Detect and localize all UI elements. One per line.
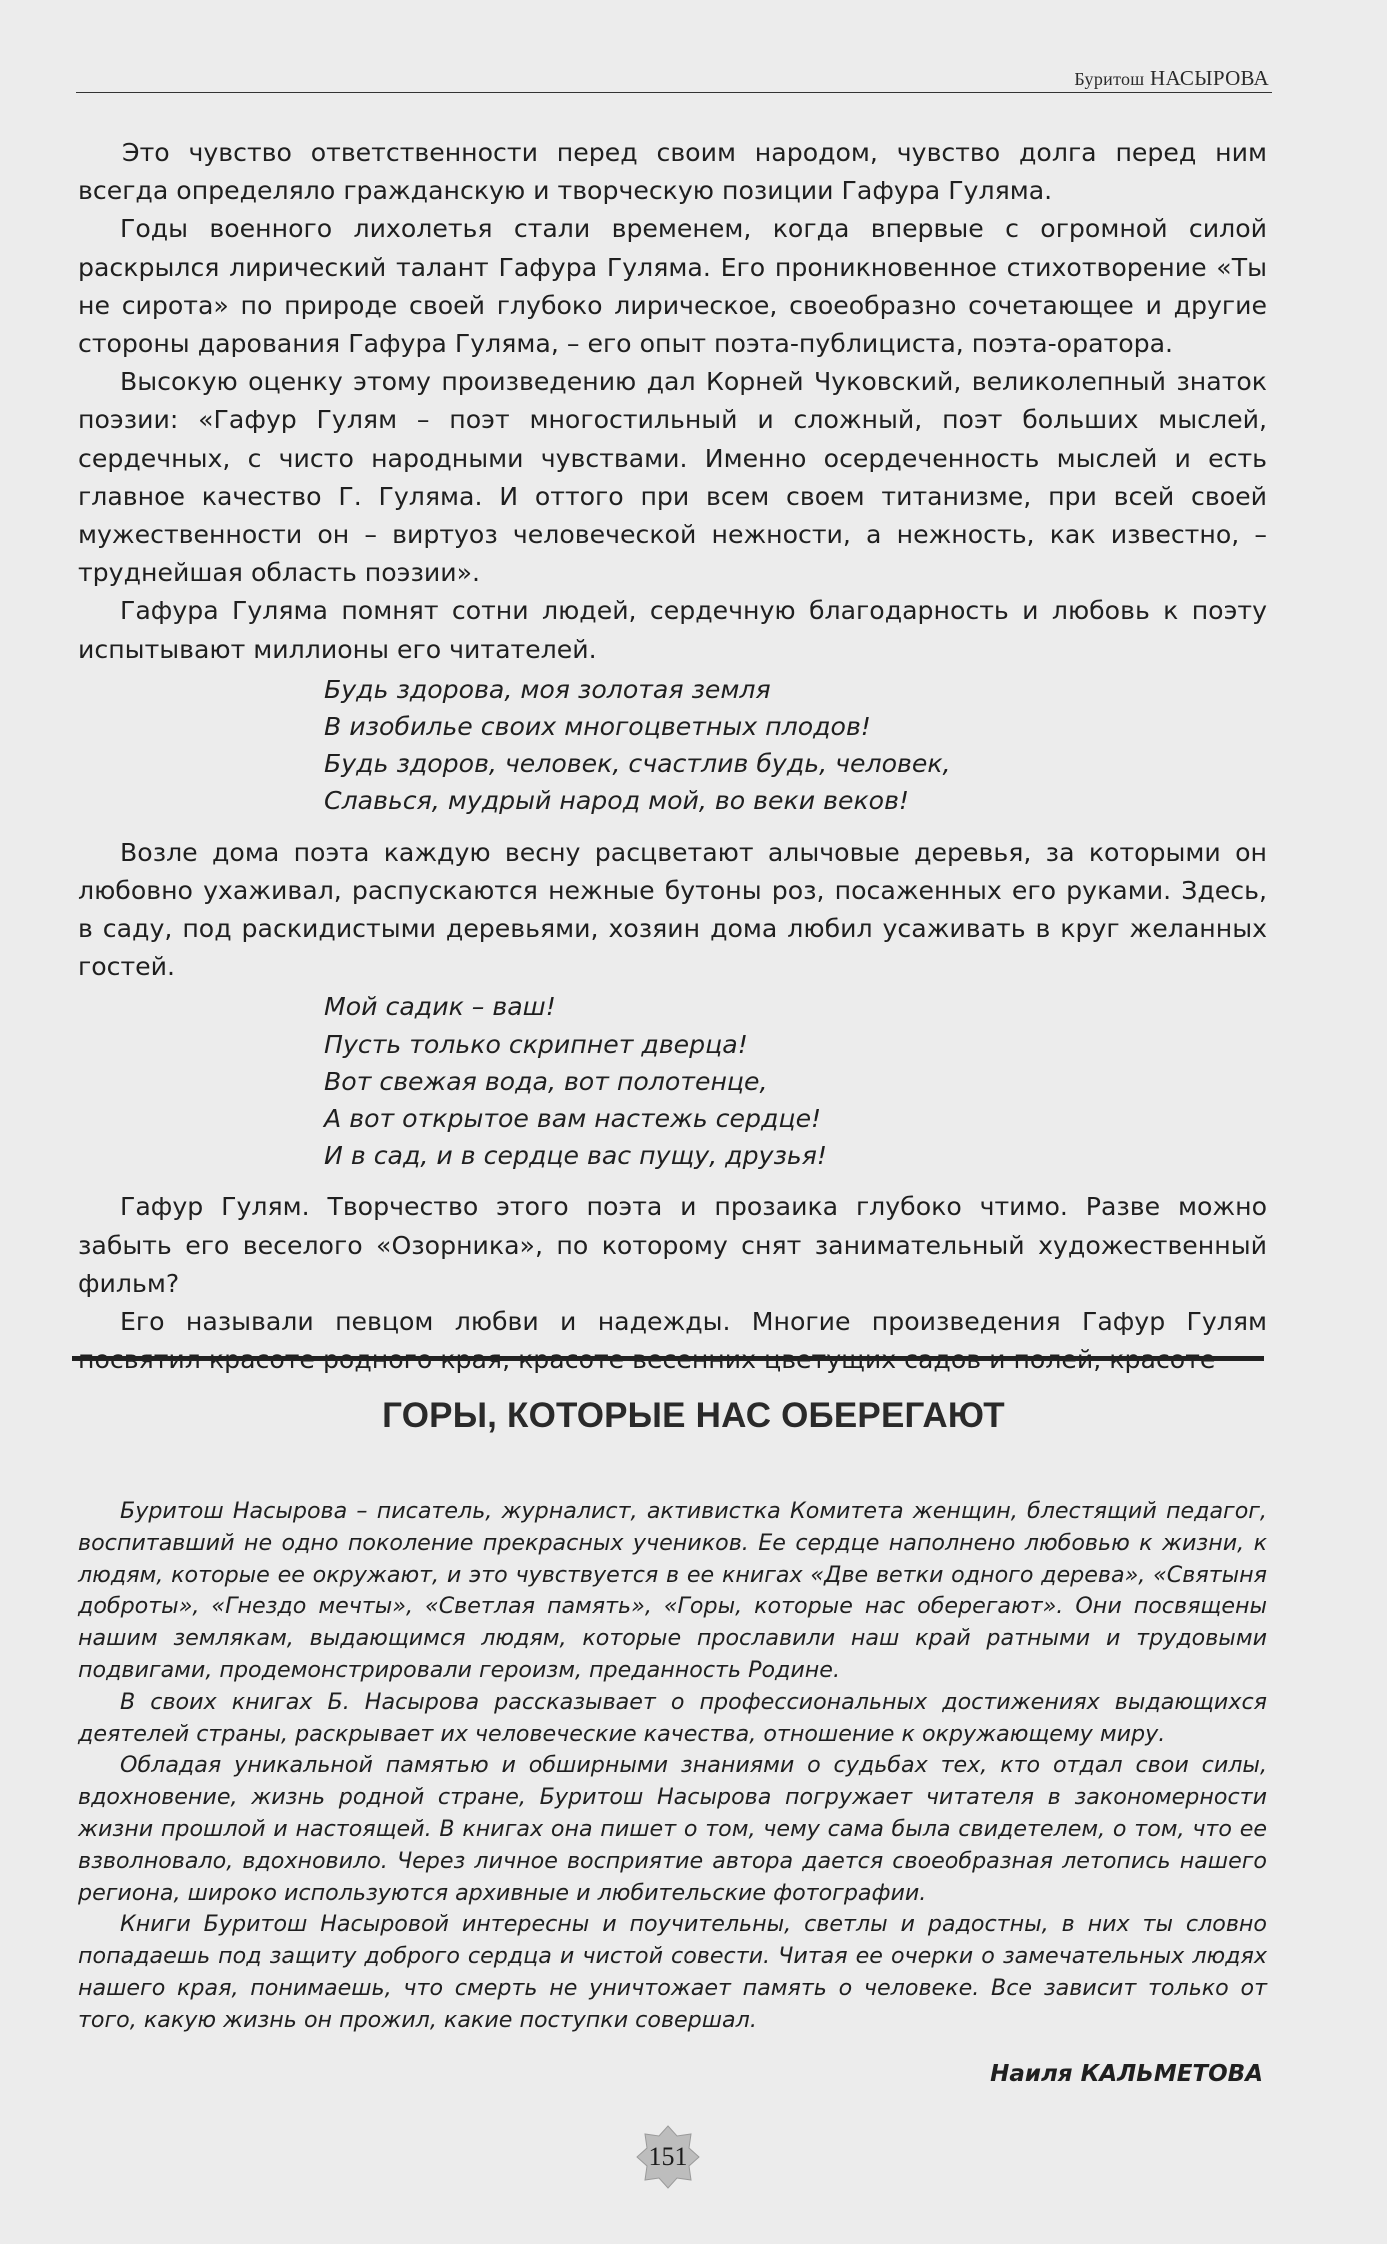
page-number-badge — [635, 2124, 701, 2190]
body-text — [78, 134, 1267, 1380]
poem-line: В изобилье своих многоцветных плодов! — [324, 712, 871, 742]
body-paragraph: Гафура Гуляма помнят сотни людей, сердечную благодарность и любовь к поэту испытывают миллионы его читателей. — [78, 596, 1267, 664]
section-title: ГОРЫ, КОТОРЫЕ НАС ОБЕРЕГАЮТ — [382, 1396, 1005, 1435]
poem-line: Пусть только скрипнет дверца! — [324, 1029, 748, 1059]
running-head — [1074, 66, 1269, 91]
section-intro — [78, 1496, 1267, 2037]
running-head-first-name: Буритош — [1074, 69, 1145, 89]
poem-line: Мой садик – ваш! — [324, 992, 556, 1022]
signature: Наиля КАЛЬМЕТОВА — [990, 2061, 1263, 2087]
poem-line: Будь здорова, моя золотая земля — [324, 674, 771, 704]
body-paragraph: Гафур Гулям. Творчество этого поэта и прозаика глубоко чтимо. Разве можно забыть его веселого «Озорника», по которому снят занимательный художественный фильм? — [78, 1192, 1267, 1298]
intro-paragraph: Книги Буритош Насыровой интересны и поучительны, светлы и радостны, в них ты словно попадаешь под защиту доброго сердца и чистой совести. Читая ее очерки о замечательных людях нашего края, понимаешь, что смерть не уничтожает память о человеке. Все зависит только от того, какую жизнь он прожил, какие поступки совершал. — [78, 1911, 1267, 2033]
body-paragraph: Его называли певцом любви и надежды. Многие произведения Гафур Гулям — [120, 1307, 1267, 1337]
body-paragraph: Возле дома поэта каждую весну расцветают алычовые деревья, за которыми он любовно ухаживал, распускаются нежные бутоны роз, посаженных его руками. Здесь, в саду, под раскидистыми деревьями, хозяин дома любил усаживать в круг желанных гостей. — [78, 837, 1267, 982]
intro-paragraph: Буритош Насырова – писатель, журналист, активистка Комитета женщин, блестящий педагог, воспитавший не одно поколение прекрасных учеников. Ее сердце наполнено любовью к жизни, к людям, которые ее окружают, и это чувствуется в ее книгах «Две ветки одного дерева», «Святыня доброты», «Гнездо мечты», «Светлая память», «Горы, которые нас оберегают». Они посвящены нашим землякам, выдающимся людям, которые прославили наш край ратными и трудовыми подвигами, продемонстрировали героизм, преданность Родине. — [78, 1498, 1267, 1683]
body-paragraph: Годы военного лихолетья стали временем, когда впервые с огромной силой раскрылся лирический талант Гафура Гуляма. Его проникновенное стихотворение «Ты не сирота» по природе своей глубоко лирическое, своеобразно сочетающее и другие стороны дарования Гафура Гуляма, – его опыт поэта-публициста, поэта-оратора. — [78, 214, 1267, 359]
poem-line: Вот свежая вода, вот полотенце, — [324, 1066, 768, 1096]
intro-paragraph: Обладая уникальной памятью и обширными знаниями о судьбах тех, кто отдал свои силы, вдохновение, жизнь родной стране, Буритош Насырова погружает читателя в закономерности жизни прошлой и настоящей. В книгах она пишет о том, чему сама была свидетелем, о том, что ее взволновало, вдохновило. Через личное восприятие автора дается своеобразная летопись нашего региона, широко используются архивные и любительские фотографии. — [78, 1752, 1267, 1906]
poem-stanza — [78, 671, 1267, 820]
poem-stanza — [78, 988, 1267, 1174]
poem-line: Будь здоров, человек, счастлив будь, человек, — [324, 749, 951, 779]
page-number: 151 — [648, 2142, 688, 2171]
header-rule — [76, 92, 1272, 93]
poem-line: А вот открытое вам настежь сердце! — [324, 1104, 822, 1134]
poem-line: И в сад, и в сердце вас пущу, друзья! — [324, 1141, 827, 1171]
running-head-last-name: НАСЫРОВА — [1150, 66, 1269, 90]
body-paragraph: Высокую оценку этому произведению дал Корней Чуковский, великолепный знаток поэзии: «Гафур Гулям – поэт многостильный и сложный, поэт больших мыслей, сердечных, с чисто народными чувствами. Именно осердеченность мыслей и есть главное качество Г. Гуляма. И оттого при всем своем титанизме, при всей своей мужественности он – виртуоз человеческой нежности, а нежность, как известно, – труднейшая область поэзии». — [78, 367, 1267, 588]
body-paragraph: Это чувство ответственности перед своим народом, чувство долга перед ним всегда определяло гражданскую и творческую позиции Гафура Гуляма. — [78, 138, 1267, 206]
intro-paragraph: В своих книгах Б. Насырова рассказывает о профессиональных достижениях выдающихся деятелей страны, раскрывает их человеческие качества, отношение к окружающему миру. — [78, 1688, 1267, 1747]
poem-line: Славься, мудрый народ мой, во веки веков! — [324, 786, 910, 816]
section-divider — [72, 1356, 1264, 1361]
